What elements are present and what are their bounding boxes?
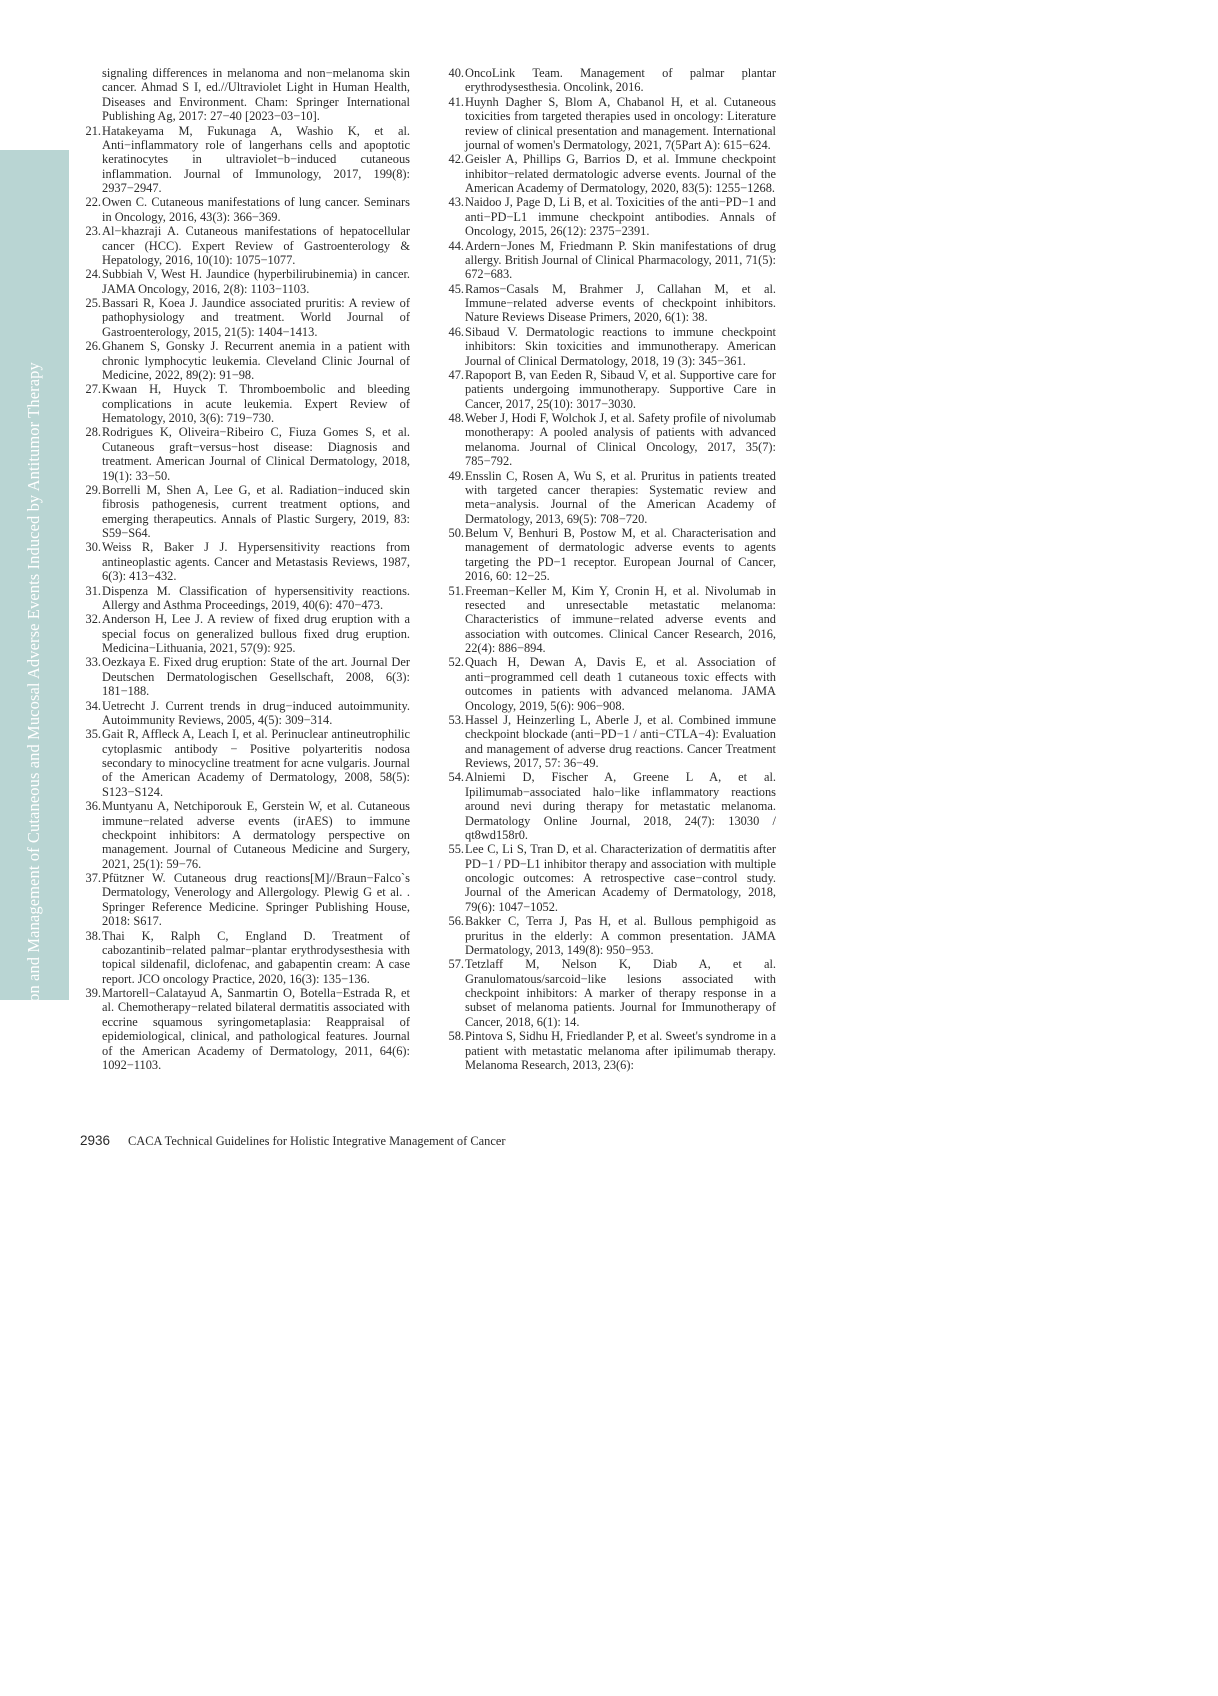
reference-number: 52. xyxy=(448,655,464,670)
reference-entry xyxy=(443,713,776,771)
reference-number: 51. xyxy=(448,583,464,598)
reference-entry xyxy=(443,957,776,1029)
reference-entry xyxy=(80,540,410,583)
reference-text: Anderson H, Lee J. A review of fixed drug eruption with a special focus on generalized bullous fixed drug eruption. Medicina−Lithuania, 2021, 57(9): 925. xyxy=(102,612,410,655)
reference-entry xyxy=(80,296,410,339)
reference-number: 30. xyxy=(85,540,101,555)
reference-text: Uetrecht J. Current trends in drug−induced autoimmunity. Autoimmunity Reviews, 2005, 4(5): 309−314. xyxy=(102,698,410,727)
reference-entry xyxy=(443,66,776,95)
reference-entry xyxy=(80,195,410,224)
reference-text: Rodrigues K, Oliveira−Ribeiro C, Fiuza Gomes S, et al. Cutaneous graft−versus−host disease: Diagnosis and treatment. American Journal of Clinical Dermatology, 2018, 19(1): 33−50. xyxy=(102,425,410,483)
reference-number: 47. xyxy=(448,367,464,382)
reference-text: Pintova S, Sidhu H, Friedlander P, et al. Sweet's syndrome in a patient with metastatic melanoma after ipilimumab therapy. Melanoma Research, 2013, 23(6): xyxy=(465,1029,776,1072)
reference-entry xyxy=(80,339,410,382)
reference-number: 56. xyxy=(448,914,464,929)
reference-entry xyxy=(80,124,410,196)
reference-entry xyxy=(80,584,410,613)
reference-text: Gait R, Affleck A, Leach I, et al. Perinuclear antineutrophilic cytoplasmic antibody − Positive polyarteritis nodosa secondary to minocycline treatment for acne vulgaris. Journal of the American Academy of Dermatology, 2008, 58(5): S123−S124. xyxy=(102,727,410,799)
reference-entry xyxy=(80,655,410,698)
reference-number: 55. xyxy=(448,842,464,857)
reference-number: 44. xyxy=(448,238,464,253)
reference-number: 39. xyxy=(85,986,101,1000)
reference-entry xyxy=(443,95,776,153)
reference-entry xyxy=(80,267,410,296)
reference-number: 40. xyxy=(448,66,464,80)
reference-text: Huynh Dagher S, Blom A, Chabanol H, et al. Cutaneous toxicities from targeted therapies used in oncology: Literature review of clinical presentation and management. International journal of women's Dermatology, 2021, 7(5Part A): 615−624. xyxy=(465,94,776,152)
page-footer xyxy=(80,1133,505,1149)
reference-entry xyxy=(80,612,410,655)
reference-number: 25. xyxy=(85,296,101,310)
reference-text: Borrelli M, Shen A, Lee G, et al. Radiation−induced skin fibrosis pathogenesis, current treatment options, and emerging therapeutics. Annals of Plastic Surgery, 2019, 83: S59−S64. xyxy=(102,482,410,540)
reference-text: OncoLink Team. Management of palmar plantar erythrodysesthesia. Oncolink, 2016. xyxy=(465,66,776,95)
side-title-tab xyxy=(0,150,69,1088)
reference-text: Sibaud V. Dermatologic reactions to immune checkpoint inhibitors: Skin toxicities and immunotherapy. American Journal of Clinical Dermatology, 2018, 19 (3): 345−361. xyxy=(465,324,776,368)
reference-text: Kwaan H, Huyck T. Thromboembolic and bleeding complications in acute leukemia. Expert Review of Hematology, 2010, 3(6): 719−730. xyxy=(102,382,410,425)
reference-number: 24. xyxy=(85,267,101,282)
reference-number: 58. xyxy=(448,1029,464,1044)
references-right-column xyxy=(443,66,776,1072)
reference-number: 31. xyxy=(85,583,101,598)
reference-entry xyxy=(443,1029,776,1072)
reference-entry xyxy=(80,799,410,871)
reference-text: Belum V, Benhuri B, Postow M, et al. Characterisation and management of dermatologic adverse events to agents targeting the PD−1 receptor. European Journal of Cancer, 2016, 60: 12−25. xyxy=(465,526,776,584)
reference-number: 45. xyxy=(448,281,464,296)
reference-entry xyxy=(443,411,776,469)
reference-number: 57. xyxy=(448,957,464,972)
reference-entry xyxy=(443,325,776,368)
reference-entry xyxy=(80,483,410,541)
reference-number: 29. xyxy=(85,482,101,497)
reference-number: 46. xyxy=(448,324,464,339)
reference-entry xyxy=(443,368,776,411)
reference-text: Ensslin C, Rosen A, Wu S, et al. Pruritus in patients treated with targeted cancer therapies: Systematic review and meta−analysis. Journal of the American Academy of Dermatology, 2013, 69(5): 708−720. xyxy=(465,468,776,526)
reference-entry xyxy=(443,195,776,238)
reference-text: Al−khazraji A. Cutaneous manifestations of hepatocellular cancer (HCC). Expert Review of Gastroenterology & Hepatology, 2016, 10(10): 1075−1077. xyxy=(102,224,410,267)
reference-text: Geisler A, Phillips G, Barrios D, et al. Immune checkpoint inhibitor−related dermatologic adverse events. Journal of the American Academy of Dermatology, 2020, 83(5): 1255−1268. xyxy=(465,152,776,195)
reference-entry xyxy=(80,727,410,799)
reference-number: 28. xyxy=(85,425,101,440)
reference-number: 37. xyxy=(85,871,101,885)
reference-number: 50. xyxy=(448,526,464,540)
reference-number: 26. xyxy=(85,339,101,354)
reference-text: Martorell−Calatayud A, Sanmartin O, Botella−Estrada R, et al. Chemotherapy−related bilateral dermatitis associated with eccrine squamous syringometaplasia: Reappraisal of epidemiological, clinical, and pathological features. Journal of the American Academy of Dermatology, 2011, 64(6): 1092−1103. xyxy=(102,986,410,1072)
reference-text: Bassari R, Koea J. Jaundice associated pruritis: A review of pathophysiology and treatment. World Journal of Gastroenterology, 2015, 21(5): 1404−1413. xyxy=(102,296,410,339)
reference-text: Hassel J, Heinzerling L, Aberle J, et al. Combined immune checkpoint blockade (anti−PD−1 / anti−CTLA−4): Evaluation and management of adverse drug reactions. Cancer Treatment Reviews, 2017, 57: 36−49. xyxy=(465,712,776,770)
reference-text: Weber J, Hodi F, Wolchok J, et al. Safety profile of nivolumab monotherapy: A pooled analysis of patients with advanced melanoma. Journal of Clinical Oncology, 2017, 35(7): 785−792. xyxy=(465,411,776,469)
references-left-column xyxy=(80,66,410,1072)
reference-entry xyxy=(443,239,776,282)
reference-entry xyxy=(443,914,776,957)
reference-text: signaling differences in melanoma and non−melanoma skin cancer. Ahmad S I, ed.//Ultraviolet Light in Human Health, Diseases and Environment. Cham: Springer International Publishing Ag, 2017: 27−40 [2023−03−10]. xyxy=(102,66,410,124)
reference-entry xyxy=(443,526,776,584)
reference-text: Rapoport B, van Eeden R, Sibaud V, et al. Supportive care for patients undergoing immunotherapy. Supportive Care in Cancer, 2017, 25(10): 3017−3030. xyxy=(465,367,776,411)
reference-entry xyxy=(443,152,776,195)
reference-number: 54. xyxy=(448,770,464,785)
reference-number: 53. xyxy=(448,712,464,727)
reference-text: Ghanem S, Gonsky J. Recurrent anemia in a patient with chronic lymphocytic leukemia. Cleveland Clinic Journal of Medicine, 2022, 89(2): 91−98. xyxy=(102,339,410,382)
reference-text: Ramos−Casals M, Brahmer J, Callahan M, et al. Immune−related adverse events of checkpoint inhibitors. Nature Reviews Disease Primers, 2020, 6(1): 38. xyxy=(465,281,776,325)
reference-entry xyxy=(80,425,410,483)
reference-number: 35. xyxy=(85,727,101,742)
reference-number: 36. xyxy=(85,799,101,814)
reference-entry xyxy=(80,66,410,124)
reference-entry xyxy=(443,584,776,656)
reference-text: Quach H, Dewan A, Davis E, et al. Association of anti−programmed cell death 1 cutaneous toxic effects with outcomes in patients with advanced melanoma. JAMA Oncology, 2019, 5(6): 906−908. xyxy=(465,655,776,713)
reference-number: 27. xyxy=(85,382,101,397)
reference-entry xyxy=(80,929,410,987)
reference-text: Alniemi D, Fischer A, Greene L A, et al. Ipilimumab−associated halo−like inflammatory reactions around nevi during therapy for metastatic melanoma. Dermatology Online Journal, 2018, 24(7): 13030 / qt8wd158r0. xyxy=(465,770,776,842)
reference-entry xyxy=(443,655,776,713)
reference-number: 21. xyxy=(85,123,101,138)
reference-number: 38. xyxy=(85,928,101,943)
reference-number xyxy=(80,66,102,124)
reference-number: 22. xyxy=(85,195,101,210)
reference-text: Naidoo J, Page D, Li B, et al. Toxicities of the anti−PD−1 and anti−PD−L1 immune checkpoint antibodies. Annals of Oncology, 2015, 26(12): 2375−2391. xyxy=(465,195,776,239)
side-title: The Prevention and Management of Cutaneous and Mucosal Adverse Events Induced by Antitumor Therapy xyxy=(24,362,43,1088)
reference-entry xyxy=(443,282,776,325)
running-title: CACA Technical Guidelines for Holistic Integrative Management of Cancer xyxy=(128,1134,506,1148)
reference-text: Weiss R, Baker J J. Hypersensitivity reactions from antineoplastic agents. Cancer and Metastasis Reviews, 1987, 6(3): 413−432. xyxy=(102,540,410,584)
reference-entry xyxy=(80,871,410,929)
reference-number: 43. xyxy=(448,195,464,210)
reference-entry xyxy=(80,224,410,267)
reference-text: Oezkaya E. Fixed drug eruption: State of the art. Journal Der Deutschen Dermatologischen Gesellschaft, 2008, 6(3): 181−188. xyxy=(102,655,410,699)
reference-number: 48. xyxy=(448,411,464,425)
reference-number: 32. xyxy=(85,612,101,627)
reference-entry xyxy=(80,699,410,728)
reference-text: Ardern−Jones M, Friedmann P. Skin manifestations of drug allergy. British Journal of Clinical Pharmacology, 2011, 71(5): 672−683. xyxy=(465,238,776,282)
reference-text: Muntyanu A, Netchiporouk E, Gerstein W, et al. Cutaneous immune−related adverse events (irAES) to immune checkpoint inhibitors: A dermatology perspective on management. Journal of Cutaneous Medicine and Surgery, 2021, 25(1): 59−76. xyxy=(102,799,410,871)
page-number: 2936 xyxy=(80,1133,111,1148)
reference-text: Dispenza M. Classification of hypersensitivity reactions. Allergy and Asthma Proceedings, 2019, 40(6): 470−473. xyxy=(102,583,410,612)
reference-text: Hatakeyama M, Fukunaga A, Washio K, et al. Anti−inflammatory role of langerhans cells and apoptotic keratinocytes in ultraviolet−b−induced cutaneous inflammation. Journal of Immunology, 2017, 199(8): 2937−2947. xyxy=(102,123,410,195)
reference-number: 41. xyxy=(448,94,464,109)
reference-entry xyxy=(443,469,776,527)
reference-text: Owen C. Cutaneous manifestations of lung cancer. Seminars in Oncology, 2016, 43(3): 366−369. xyxy=(102,195,410,224)
reference-number: 34. xyxy=(85,698,101,713)
reference-text: Tetzlaff M, Nelson K, Diab A, et al. Granulomatous/sarcoid−like lesions associated with checkpoint inhibitors: A marker of therapy response in a subset of melanoma patients. Journal for Immunotherapy of Cancer, 2018, 6(1): 14. xyxy=(465,957,776,1029)
reference-text: Subbiah V, West H. Jaundice (hyperbilirubinemia) in cancer. JAMA Oncology, 2016, 2(8): 1103−1103. xyxy=(102,267,410,296)
reference-entry xyxy=(443,770,776,842)
reference-entry xyxy=(80,986,410,1072)
reference-text: Bakker C, Terra J, Pas H, et al. Bullous pemphigoid as pruritus in the elderly: A common presentation. JAMA Dermatology, 2013, 149(8): 950−953. xyxy=(465,914,776,957)
reference-number: 49. xyxy=(448,468,464,483)
reference-entry xyxy=(80,382,410,425)
reference-text: Thai K, Ralph C, England D. Treatment of cabozantinib−related palmar−plantar erythrodysesthesia with topical sildenafil, diclofenac, and gabapentin cream: A case report. JCO oncology Practice, 2020, 16(3): 135−136. xyxy=(102,928,410,986)
reference-number: 33. xyxy=(85,655,101,670)
reference-number: 23. xyxy=(85,224,101,239)
reference-number: 42. xyxy=(448,152,464,167)
reference-text: Lee C, Li S, Tran D, et al. Characterization of dermatitis after PD−1 / PD−L1 inhibitor therapy and association with multiple oncologic outcomes: A retrospective case−control study. Journal of the American Academy of Dermatology, 2018, 79(6): 1047−1052. xyxy=(465,842,776,914)
reference-entry xyxy=(443,842,776,914)
reference-text: Pfützner W. Cutaneous drug reactions[M]//Braun−Falco`s Dermatology, Venerology and Allergology. Plewig G et al. . Springer Reference Medicine. Springer Publishing House, 2018: S617. xyxy=(102,871,410,929)
reference-text: Freeman−Keller M, Kim Y, Cronin H, et al. Nivolumab in resected and unresectable metastatic melanoma: Characteristics of immune−related adverse events and association with outcomes. Clinical Cancer Research, 2016, 22(4): 886−894. xyxy=(465,583,776,655)
